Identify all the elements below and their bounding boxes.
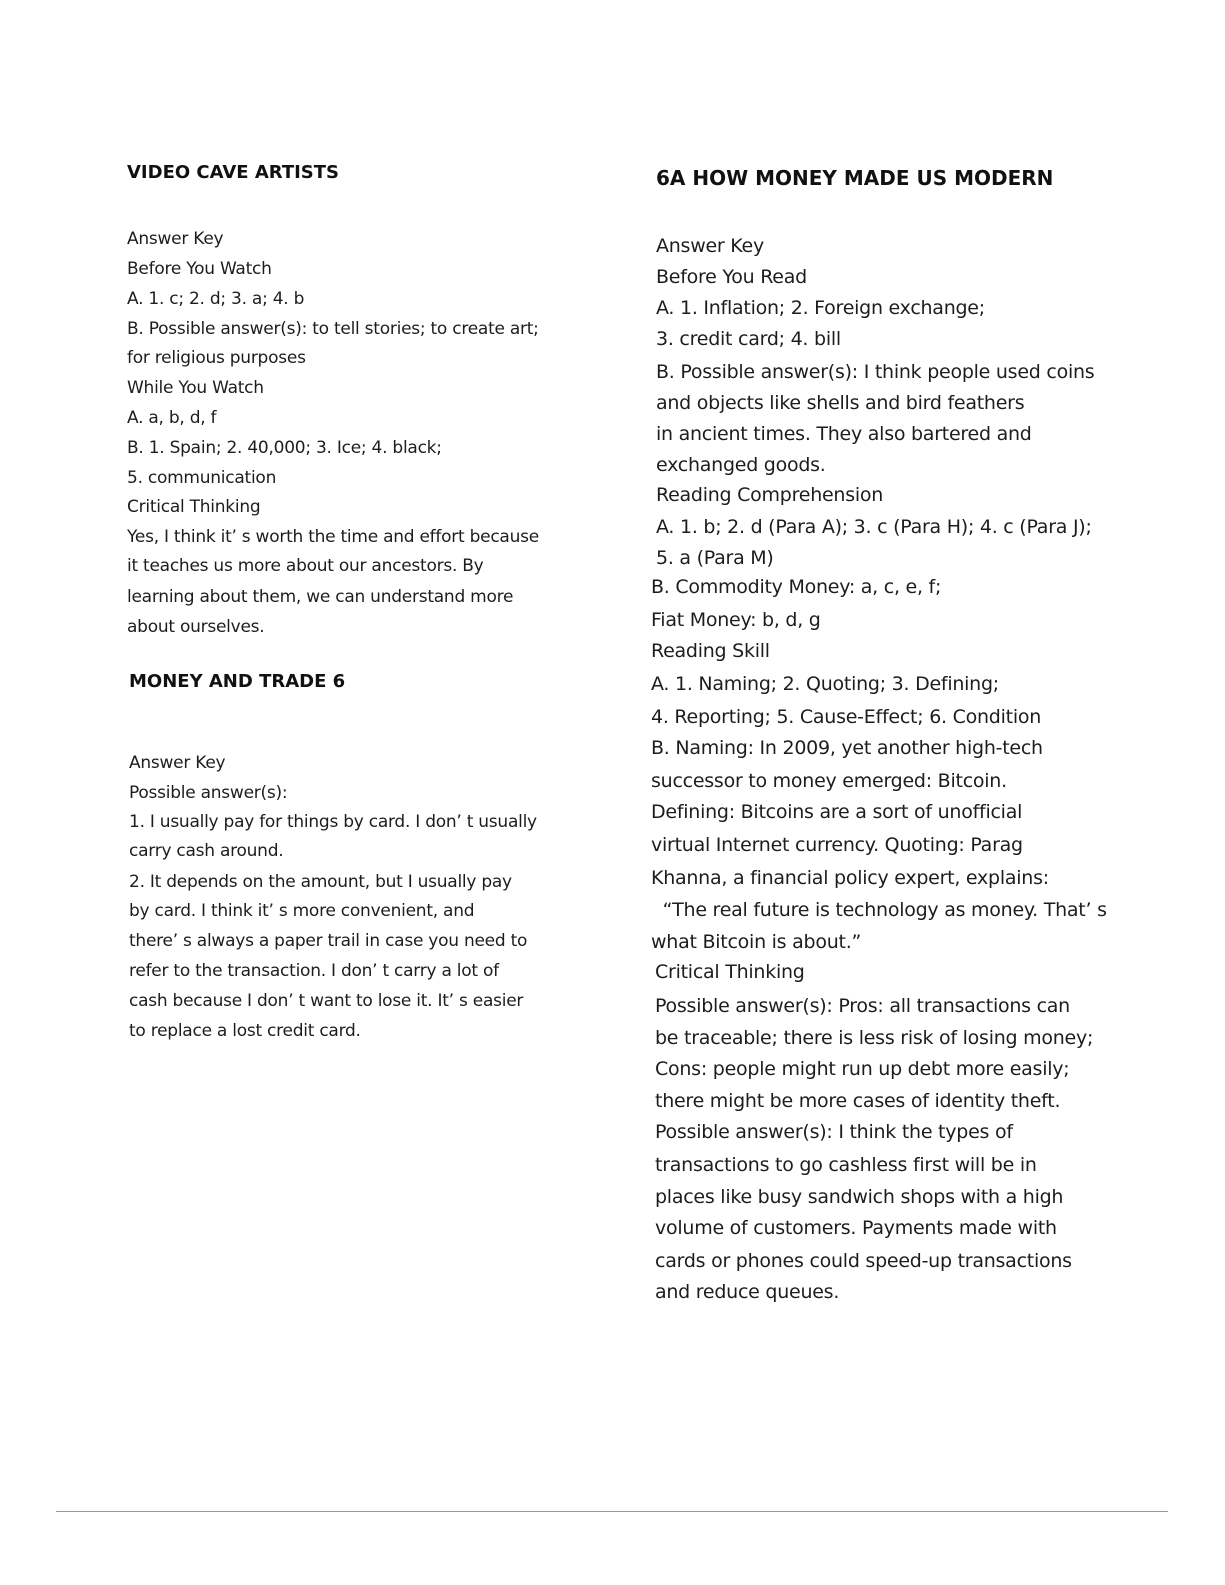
text-line: be traceable; there is less risk of losing money; [655, 1027, 1094, 1049]
text-line: 1. I usually pay for things by card. I don’ t usually [129, 812, 537, 832]
text-line: While You Watch [127, 378, 264, 398]
text-line: cards or phones could speed-up transactions [655, 1250, 1072, 1272]
footer-divider [56, 1511, 1168, 1512]
text-line: in ancient times. They also bartered and [656, 423, 1032, 445]
text-line: for religious purposes [127, 348, 306, 368]
text-line: it teaches us more about our ancestors. By [127, 556, 484, 576]
text-line: and objects like shells and bird feathers [656, 392, 1025, 414]
text-line: 2. It depends on the amount, but I usually pay [129, 872, 512, 892]
text-line: 4. Reporting; 5. Cause-Effect; 6. Condition [651, 706, 1042, 728]
text-line: Before You Watch [127, 259, 272, 279]
text-line: Reading Comprehension [656, 484, 884, 506]
text-line: “The real future is technology as money. That’ s [651, 899, 1107, 921]
text-line: and reduce queues. [655, 1281, 840, 1303]
text-line: 5. communication [127, 468, 277, 488]
text-line: Answer Key [656, 235, 764, 257]
text-line: A. 1. c; 2. d; 3. a; 4. b [127, 289, 305, 309]
text-line: A. a, b, d, f [127, 408, 217, 428]
text-line: Possible answer(s): I think the types of [655, 1121, 1013, 1143]
text-line: Cons: people might run up debt more easily; [655, 1058, 1070, 1080]
text-line: Defining: Bitcoins are a sort of unofficial [651, 801, 1023, 823]
text-line: cash because I don’ t want to lose it. It’ s easier [129, 991, 524, 1011]
text-line: virtual Internet currency. Quoting: Parag [651, 834, 1023, 856]
text-line: Critical Thinking [127, 497, 261, 517]
text-line: Possible answer(s): Pros: all transactions can [655, 995, 1070, 1017]
text-line: B. Possible answer(s): I think people used coins [656, 361, 1095, 383]
text-line: Yes, I think it’ s worth the time and effort because [127, 527, 539, 547]
text-line: Critical Thinking [655, 961, 805, 983]
section-title-video-cave-artists: VIDEO CAVE ARTISTS [127, 162, 340, 183]
text-line: what Bitcoin is about.” [651, 931, 862, 953]
text-line: A. 1. Naming; 2. Quoting; 3. Defining; [651, 673, 999, 695]
text-line: carry cash around. [129, 841, 284, 861]
text-line: Before You Read [656, 266, 807, 288]
text-line: learning about them, we can understand more [127, 587, 514, 607]
section-title-money-and-trade: MONEY AND TRADE 6 [129, 671, 346, 692]
text-line: Answer Key [127, 229, 224, 249]
text-line: about ourselves. [127, 617, 265, 637]
text-line: A. 1. Inflation; 2. Foreign exchange; [656, 297, 985, 319]
text-line: 3. credit card; 4. bill [656, 328, 841, 350]
text-line: Answer Key [129, 753, 226, 773]
section-title-how-money-made-us-modern: 6A HOW MONEY MADE US MODERN [656, 166, 1054, 190]
text-line: A. 1. b; 2. d (Para A); 3. c (Para H); 4. c (Para J); [656, 516, 1092, 538]
text-line: exchanged goods. [656, 454, 826, 476]
text-line: there’ s always a paper trail in case you need to [129, 931, 528, 951]
text-line: Reading Skill [651, 640, 770, 662]
text-line: B. Possible answer(s): to tell stories; to create art; [127, 319, 539, 339]
text-line: refer to the transaction. I don’ t carry a lot of [129, 961, 499, 981]
text-line: 5. a (Para M) [656, 547, 774, 569]
text-line: B. 1. Spain; 2. 40,000; 3. Ice; 4. black; [127, 438, 442, 458]
text-line: by card. I think it’ s more convenient, and [129, 901, 475, 921]
text-line: volume of customers. Payments made with [655, 1217, 1057, 1239]
text-line: B. Naming: In 2009, yet another high-tech [651, 737, 1043, 759]
text-line: successor to money emerged: Bitcoin. [651, 770, 1007, 792]
text-line: there might be more cases of identity theft. [655, 1090, 1061, 1112]
text-line: Fiat Money: b, d, g [651, 609, 821, 631]
text-line: Possible answer(s): [129, 783, 288, 803]
text-line: B. Commodity Money: a, c, e, f; [651, 576, 942, 598]
text-line: Khanna, a financial policy expert, explains: [651, 867, 1049, 889]
text-line: transactions to go cashless first will be in [655, 1154, 1037, 1176]
text-line: places like busy sandwich shops with a high [655, 1186, 1064, 1208]
text-line: to replace a lost credit card. [129, 1021, 361, 1041]
